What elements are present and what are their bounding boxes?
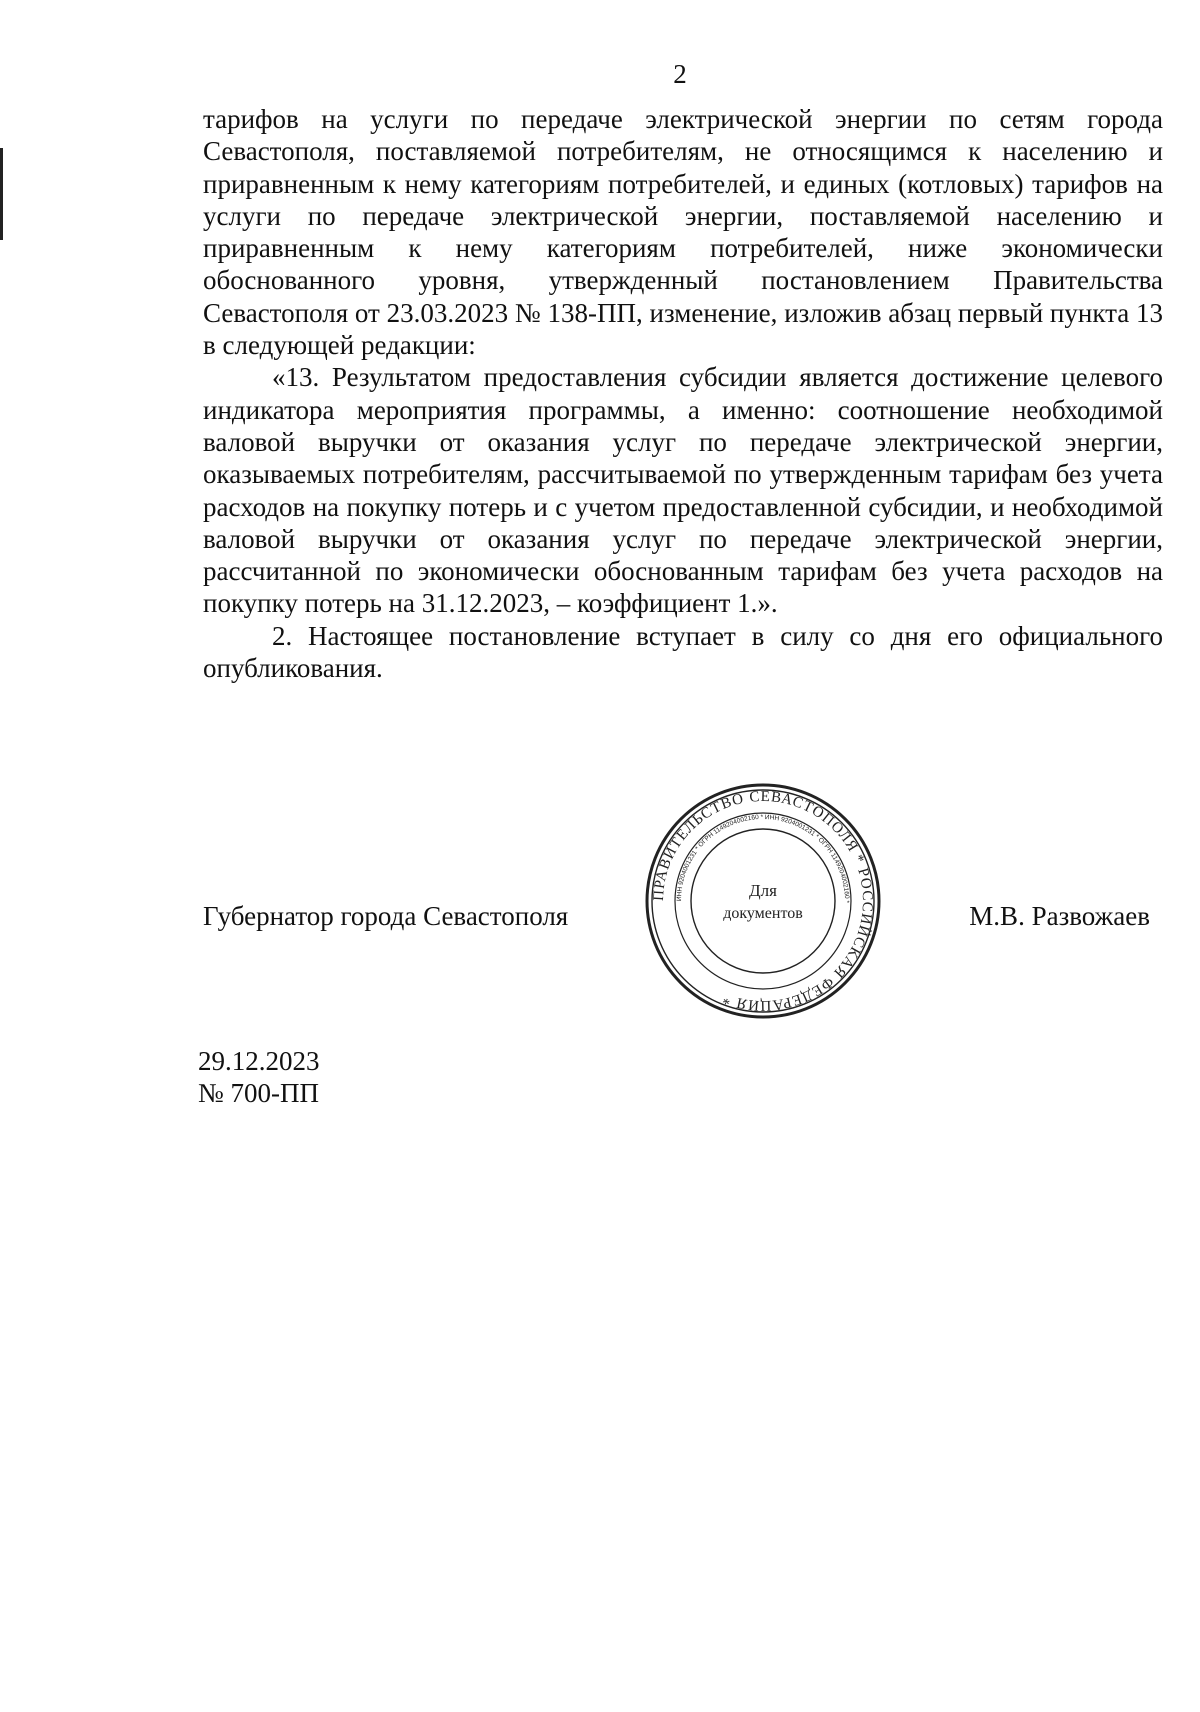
seal-outer-ring-text: ПРАВИТЕЛЬСТВО СЕВАСТОПОЛЯ * РОССИЙСКАЯ ФЕДЕРАЦИЯ *	[650, 788, 876, 1014]
official-seal-stamp	[643, 781, 883, 1021]
document-date: 29.12.2023	[198, 1046, 320, 1076]
signatory-name: М.В. Развожаев	[969, 901, 1150, 931]
paragraph-clause-13: «13. Результатом предоставления субсидии является достижение целевого индикатора мероприятия программы, а именно: соотношение необходимой валовой выручки от оказания услуг по передаче электрической энергии, оказываемых потребителям, рассчитываемой по утвержденным тарифам без учета расходов на покупку потерь и с учетом предоставленной субсидии, и необходимой валовой выручки от оказания услуг по передаче электрической энергии, рассчитанной по экономически обоснованным тарифам без учета расходов на покупку потерь на 31.12.2023, – коэффициент 1.».	[203, 362, 1163, 619]
seal-inner-ring-text: ИНН 9204001231 * ОГРН 1149204002160 * ИНН 9204001231 * ОГРН 1149204002160 *	[675, 813, 851, 904]
page-number: 2	[673, 59, 687, 89]
paragraph-effective-date: 2. Настоящее постановление вступает в силу со дня его официального опубликования.	[203, 620, 1163, 684]
seal-center-line-2: документов	[723, 905, 803, 922]
paragraph-amendment-intro: тарифов на услуги по передаче электрической энергии по сетям города Севастополя, поставляемой потребителям, не относящимся к населению и приравненным к нему категориям потребителей, и единых (котловых) тарифов на услуги по передаче электрической энергии, поставляемой населению и приравненным к нему категориям потребителей, ниже экономически обоснованного уровня, утвержденный постановлением Правительства Севастополя от 23.03.2023 № 138-ПП, изменение, изложив абзац первый пункта 13 в следующей редакции:	[203, 104, 1163, 361]
binding-margin-mark	[0, 148, 3, 240]
document-registration	[198, 1045, 320, 1109]
document-body	[203, 103, 1163, 684]
seal-center-line-1: Для	[749, 881, 777, 900]
signatory-position: Губернатор города Севастополя	[203, 901, 569, 931]
document-number: № 700-ПП	[198, 1078, 319, 1108]
